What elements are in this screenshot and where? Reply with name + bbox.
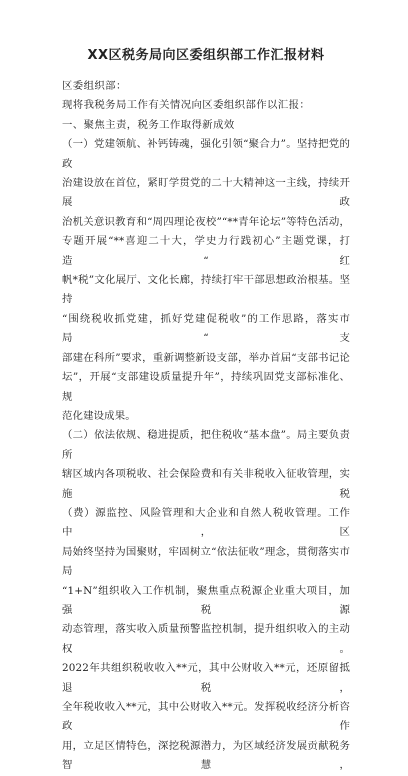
salutation: 区委组织部： [62, 80, 127, 92]
text-line: 治建设放在首位，紧盯学贯党的二十大精神这一主线，持续开展政 [62, 177, 350, 209]
text-line: 范化建设成果。 [62, 409, 136, 422]
text-line: 治机关意识教育和“周四理论夜校”“**青年论坛”等特色活动， [62, 215, 350, 228]
paragraph-tax-collection [62, 426, 350, 775]
text-line: “围绕税收抓党建，抓好党建促税收”的工作思路，落实市局“支 [62, 312, 350, 345]
text-line: 局始终坚持为国聚财，牢固树立“依法征收”理念，贯彻落实市局 [62, 545, 350, 578]
text-line: 动态管理，落实收入质量预警监控机制，提升组织收入的主动权。 [62, 623, 350, 655]
paragraph-party-building [62, 135, 350, 426]
text-line: 部建在科所”要求，重新调整新设支部，举办首届“支部书记论 [62, 351, 350, 364]
text-line: （费）源监控、风险管理和大企业和自然人税收管理。工作中，区 [62, 506, 350, 539]
text-line: “1+N”组织收入工作机制，聚焦重点税源企业重大项目，加强税源 [62, 584, 350, 616]
text-line: 用，立足区情特色，深挖税源潜力，为区域经济发展贡献税务智慧， [62, 739, 350, 772]
text-line: 2022年共组织税收收入**元，其中公财收入**元，还原留抵退税， [62, 662, 350, 694]
text-line: （一）党建领航、补钙铸魂，强化引领“聚合力”。坚持把党的政 [62, 138, 350, 170]
intro-line: 现将我税务局工作有关情况向区委组织部作以汇报： [62, 99, 311, 112]
document-title: XX区税务局向区委组织部工作汇报材料 [87, 48, 325, 63]
text-line: 辖区域内各项税收、社会保险费和有关非税收入征收管理，实施税 [62, 468, 350, 500]
text-line: （二）依法依规、稳进提质，把住税收“基本盘”。局主要负责所 [62, 429, 350, 461]
text-line: 全年税收收入**元，其中公财收入**元。发挥税收经济分析咨政作 [62, 701, 350, 733]
text-line: 帆*税”文化展厅、文化长廊，持续打牢干部思想政治根基。坚持 [62, 274, 350, 306]
section-heading: 一、聚焦主责，税务工作取得新成效 [62, 118, 235, 131]
text-line: 专题开展“**喜迎二十大，学史力行践初心”主题党课，打造“红 [62, 235, 350, 267]
text-line: 坛”，开展“支部建设质量提升年”，持续巩固党支部标准化、规 [62, 371, 350, 403]
